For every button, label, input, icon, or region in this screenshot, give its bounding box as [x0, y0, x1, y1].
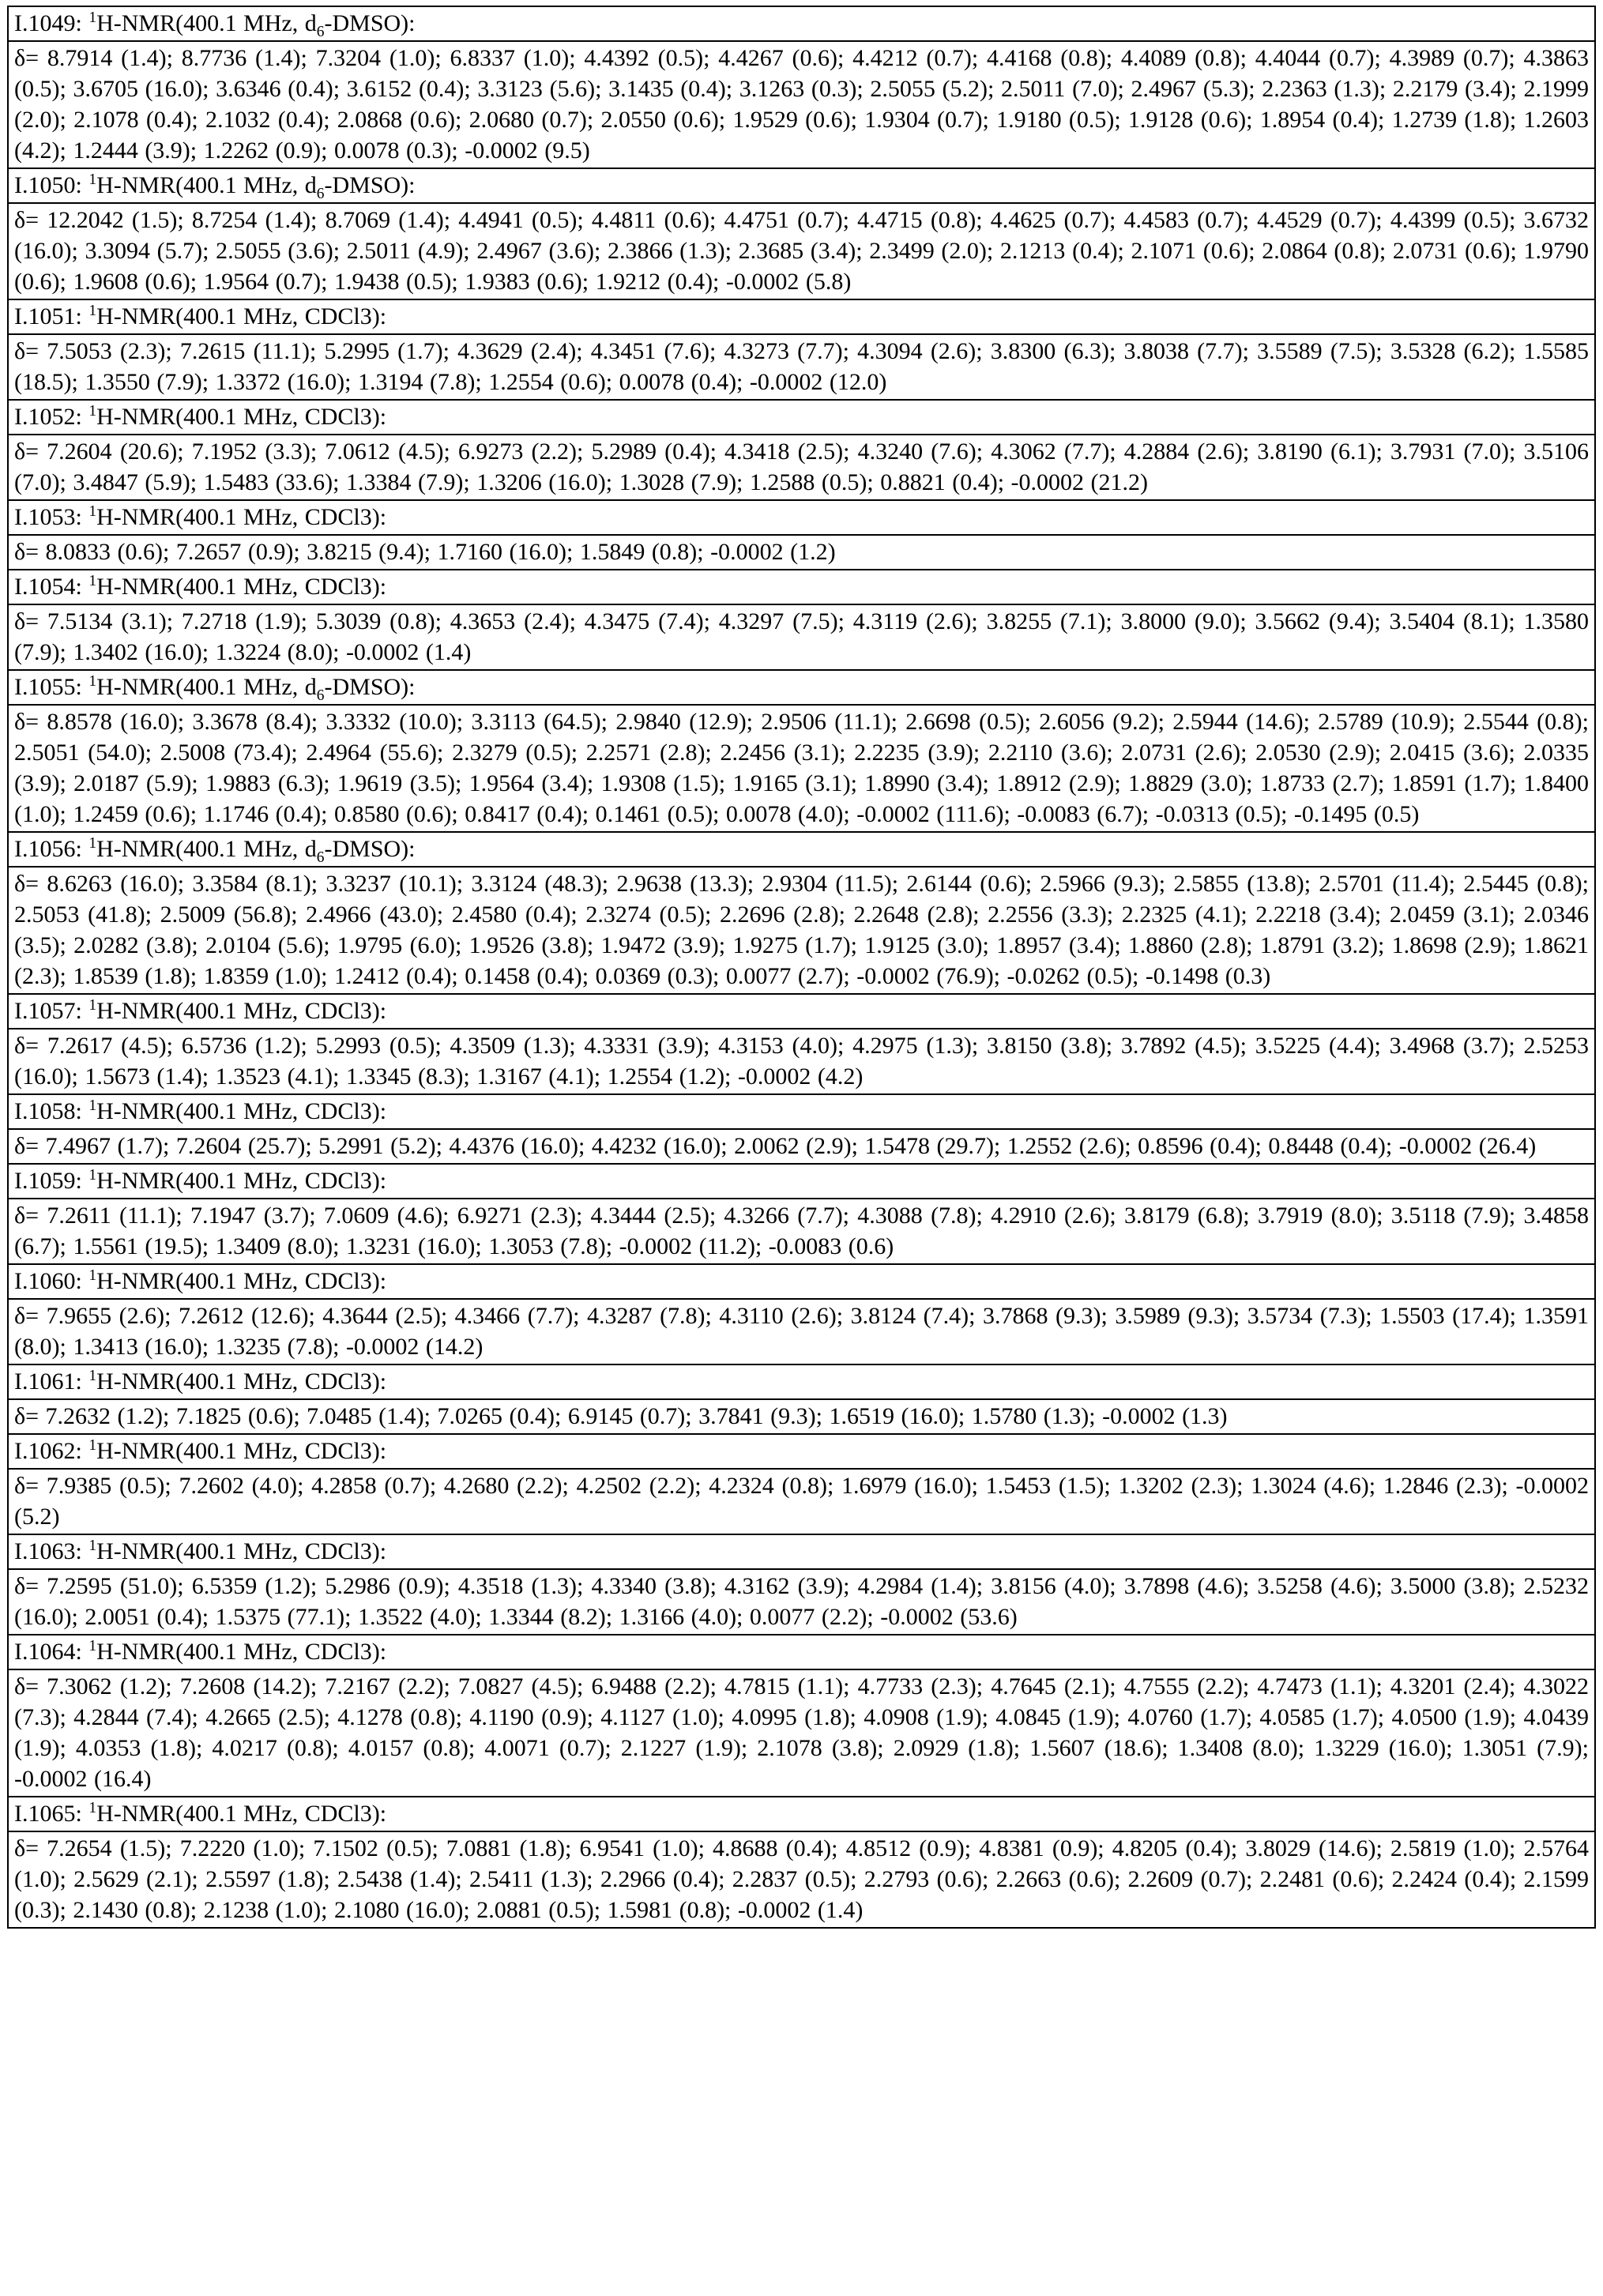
- entry-header: [8, 994, 1595, 1029]
- entry-header: [8, 400, 1595, 435]
- entry-peaks: δ= 7.9385 (0.5); 7.2602 (4.0); 4.2858 (0.7); 4.2680 (2.2); 4.2502 (2.2); 4.2324 (0.8); 1.6979 (16.0); 1.5453 (1.5); 1.3202 (2.3); 1.3024 (4.6); 1.2846 (2.3); -0.0002 (5.2): [8, 1469, 1595, 1534]
- entry-header-text: -DMSO):: [324, 10, 416, 36]
- entry-header: [8, 1364, 1595, 1399]
- entry-header: [8, 1264, 1595, 1299]
- nucleus-superscript: 1: [88, 171, 97, 188]
- entry-header-text: I.1058:: [14, 1098, 89, 1124]
- entry-peaks-row: [8, 705, 1595, 832]
- entry-header-row: [8, 1635, 1595, 1669]
- entry-header-row: [8, 1434, 1595, 1469]
- entry-peaks: δ= 7.2632 (1.2); 7.1825 (0.6); 7.0485 (1.4); 7.0265 (0.4); 6.9145 (0.7); 3.7841 (9.3); 1.6519 (16.0); 1.5780 (1.3); -0.0002 (1.3): [8, 1399, 1595, 1434]
- entry-peaks-row: [8, 604, 1595, 670]
- entry-header-text: I.1063:: [14, 1538, 89, 1564]
- entry-header-row: [8, 299, 1595, 334]
- entry-peaks: δ= 8.6263 (16.0); 3.3584 (8.1); 3.3237 (10.1); 3.3124 (48.3); 2.9638 (13.3); 2.9304 (11.5); 2.6144 (0.6); 2.5966 (9.3); 2.5855 (13.8); 2.5701 (11.4); 2.5445 (0.8); 2.5053 (41.8); 2.5009 (56.8); 2.4966 (43.0); 2.4580 (0.4); 2.3274 (0.5); 2.2696 (2.8); 2.2648 (2.8); 2.2556 (3.3); 2.2325 (4.1); 2.2218 (3.4); 2.0459 (3.1); 2.0346 (3.5); 2.0282 (3.8); 2.0104 (5.6); 1.9795 (6.0); 1.9526 (3.8); 1.9472 (3.9); 1.9275 (1.7); 1.9125 (3.0); 1.8957 (3.4); 1.8860 (2.8); 1.8791 (3.2); 1.8698 (2.9); 1.8621 (2.3); 1.8539 (1.8); 1.8359 (1.0); 1.2412 (0.4); 0.1458 (0.4); 0.0369 (0.3); 0.0077 (2.7); -0.0002 (76.9); -0.0262 (0.5); -0.1498 (0.3): [8, 867, 1595, 994]
- entry-peaks-row: [8, 1199, 1595, 1264]
- entry-peaks-row: [8, 535, 1595, 570]
- entry-header: [8, 1164, 1595, 1199]
- entry-header-text: I.1054:: [14, 574, 89, 600]
- entry-header-row: [8, 570, 1595, 604]
- entry-header-text: H-NMR(400.1 MHz, d: [96, 172, 317, 198]
- nucleus-superscript: 1: [88, 573, 97, 589]
- solvent-subscript: 6: [316, 24, 325, 40]
- entry-header-text: H-NMR(400.1 MHz, CDCl3):: [96, 1168, 387, 1194]
- entry-header-text: H-NMR(400.1 MHz, CDCl3):: [96, 1538, 387, 1564]
- nucleus-superscript: 1: [88, 1097, 97, 1114]
- entry-peaks: δ= 7.5053 (2.3); 7.2615 (11.1); 5.2995 (1.7); 4.3629 (2.4); 4.3451 (7.6); 4.3273 (7.7); 4.3094 (2.6); 3.8300 (6.3); 3.8038 (7.7); 3.5589 (7.5); 3.5328 (6.2); 1.5585 (18.5); 1.3550 (7.9); 1.3372 (16.0); 1.3194 (7.8); 1.2554 (0.6); 0.0078 (0.4); -0.0002 (12.0): [8, 334, 1595, 400]
- entry-header-row: [8, 670, 1595, 705]
- entry-header: [8, 299, 1595, 334]
- entry-header-text: H-NMR(400.1 MHz, d: [96, 10, 317, 36]
- entry-header: [8, 1434, 1595, 1469]
- entry-header-text: H-NMR(400.1 MHz, CDCl3):: [96, 504, 387, 530]
- nucleus-superscript: 1: [88, 1437, 97, 1454]
- entry-header-text: H-NMR(400.1 MHz, CDCl3):: [96, 1098, 387, 1124]
- nucleus-superscript: 1: [88, 1638, 97, 1654]
- entry-header-row: [8, 1094, 1595, 1129]
- entry-peaks: δ= 7.2595 (51.0); 6.5359 (1.2); 5.2986 (0.9); 4.3518 (1.3); 4.3340 (3.8); 4.3162 (3.9); 4.2984 (1.4); 3.8156 (4.0); 3.7898 (4.6); 3.5258 (4.6); 3.5000 (3.8); 2.5232 (16.0); 2.0051 (0.4); 1.5375 (77.1); 1.3522 (4.0); 1.3344 (8.2); 1.3166 (4.0); 0.0077 (2.2); -0.0002 (53.6): [8, 1569, 1595, 1635]
- entry-header-text: H-NMR(400.1 MHz, d: [96, 674, 317, 700]
- entry-peaks-row: [8, 1399, 1595, 1434]
- entry-peaks-row: [8, 1569, 1595, 1635]
- nucleus-superscript: 1: [88, 403, 97, 420]
- entry-peaks-row: [8, 1129, 1595, 1164]
- nucleus-superscript: 1: [88, 673, 97, 690]
- nucleus-superscript: 1: [88, 1800, 97, 1816]
- nucleus-superscript: 1: [88, 997, 97, 1014]
- entry-header-text: I.1060:: [14, 1268, 89, 1294]
- nucleus-superscript: 1: [88, 1267, 97, 1284]
- solvent-subscript: 6: [316, 849, 325, 866]
- entry-header-text: H-NMR(400.1 MHz, CDCl3):: [96, 1438, 387, 1464]
- entry-peaks: δ= 12.2042 (1.5); 8.7254 (1.4); 8.7069 (1.4); 4.4941 (0.5); 4.4811 (0.6); 4.4751 (0.7); 4.4715 (0.8); 4.4625 (0.7); 4.4583 (0.7); 4.4529 (0.7); 4.4399 (0.5); 3.6732 (16.0); 3.3094 (5.7); 2.5055 (3.6); 2.5011 (4.9); 2.4967 (3.6); 2.3866 (1.3); 2.3685 (3.4); 2.3499 (2.0); 2.1213 (0.4); 2.1071 (0.6); 2.0864 (0.8); 2.0731 (0.6); 1.9790 (0.6); 1.9608 (0.6); 1.9564 (0.7); 1.9438 (0.5); 1.9383 (0.6); 1.9212 (0.4); -0.0002 (5.8): [8, 203, 1595, 299]
- entry-peaks: δ= 7.2604 (20.6); 7.1952 (3.3); 7.0612 (4.5); 6.9273 (2.2); 5.2989 (0.4); 4.3418 (2.5); 4.3240 (7.6); 4.3062 (7.7); 4.2884 (2.6); 3.8190 (6.1); 3.7931 (7.0); 3.5106 (7.0); 3.4847 (5.9); 1.5483 (33.6); 1.3384 (7.9); 1.3206 (16.0); 1.3028 (7.9); 1.2588 (0.5); 0.8821 (0.4); -0.0002 (21.2): [8, 435, 1595, 500]
- entry-header-text: I.1050:: [14, 172, 89, 198]
- entry-header-row: [8, 1797, 1595, 1831]
- entry-header-text: H-NMR(400.1 MHz, CDCl3):: [96, 1268, 387, 1294]
- entry-peaks-row: [8, 1299, 1595, 1364]
- entry-header: [8, 500, 1595, 535]
- entry-header-text: -DMSO):: [324, 172, 416, 198]
- entry-peaks-row: [8, 435, 1595, 500]
- nucleus-superscript: 1: [88, 835, 97, 852]
- entry-header-text: H-NMR(400.1 MHz, CDCl3):: [96, 1801, 387, 1827]
- entry-peaks-row: [8, 1669, 1595, 1797]
- entry-header-text: I.1057:: [14, 998, 89, 1024]
- entry-header-row: [8, 1264, 1595, 1299]
- entry-header-text: H-NMR(400.1 MHz, CDCl3):: [96, 303, 387, 329]
- entry-header-text: -DMSO):: [324, 674, 416, 700]
- entry-header-text: I.1059:: [14, 1168, 89, 1194]
- entry-header: [8, 832, 1595, 867]
- entry-header-row: [8, 1534, 1595, 1569]
- entry-header-row: [8, 400, 1595, 435]
- entry-header-text: I.1053:: [14, 504, 89, 530]
- entry-header-text: H-NMR(400.1 MHz, CDCl3):: [96, 574, 387, 600]
- entry-peaks-row: [8, 334, 1595, 400]
- entry-header-text: I.1055:: [14, 674, 89, 700]
- entry-header-row: [8, 1364, 1595, 1399]
- entry-peaks: δ= 7.5134 (3.1); 7.2718 (1.9); 5.3039 (0.8); 4.3653 (2.4); 4.3475 (7.4); 4.3297 (7.5); 4.3119 (2.6); 3.8255 (7.1); 3.8000 (9.0); 3.5662 (9.4); 3.5404 (8.1); 1.3580 (7.9); 1.3402 (16.0); 1.3224 (8.0); -0.0002 (1.4): [8, 604, 1595, 670]
- entry-peaks: δ= 7.3062 (1.2); 7.2608 (14.2); 7.2167 (2.2); 7.0827 (4.5); 6.9488 (2.2); 4.7815 (1.1); 4.7733 (2.3); 4.7645 (2.1); 4.7555 (2.2); 4.7473 (1.1); 4.3201 (2.4); 4.3022 (7.3); 4.2844 (7.4); 4.2665 (2.5); 4.1278 (0.8); 4.1190 (0.9); 4.1127 (1.0); 4.0995 (1.8); 4.0908 (1.9); 4.0845 (1.9); 4.0760 (1.7); 4.0585 (1.7); 4.0500 (1.9); 4.0439 (1.9); 4.0353 (1.8); 4.0217 (0.8); 4.0157 (0.8); 4.0071 (0.7); 2.1227 (1.9); 2.1078 (3.8); 2.0929 (1.8); 1.5607 (18.6); 1.3408 (8.0); 1.3229 (16.0); 1.3051 (7.9); -0.0002 (16.4): [8, 1669, 1595, 1797]
- entry-peaks-row: [8, 1831, 1595, 1928]
- entry-header-text: H-NMR(400.1 MHz, CDCl3):: [96, 998, 387, 1024]
- entry-header: [8, 1094, 1595, 1129]
- entry-header-text: H-NMR(400.1 MHz, d: [96, 836, 317, 862]
- nucleus-superscript: 1: [88, 503, 97, 520]
- entry-peaks: δ= 8.0833 (0.6); 7.2657 (0.9); 3.8215 (9.4); 1.7160 (16.0); 1.5849 (0.8); -0.0002 (1.2): [8, 535, 1595, 570]
- entry-peaks: δ= 7.2611 (11.1); 7.1947 (3.7); 7.0609 (4.6); 6.9271 (2.3); 4.3444 (2.5); 4.3266 (7.7); 4.3088 (7.8); 4.2910 (2.6); 3.8179 (6.8); 3.7919 (8.0); 3.5118 (7.9); 3.4858 (6.7); 1.5561 (19.5); 1.3409 (8.0); 1.3231 (16.0); 1.3053 (7.8); -0.0002 (11.2); -0.0083 (0.6): [8, 1199, 1595, 1264]
- solvent-subscript: 6: [316, 186, 325, 202]
- entry-header-text: I.1052:: [14, 404, 89, 430]
- entry-peaks: δ= 7.9655 (2.6); 7.2612 (12.6); 4.3644 (2.5); 4.3466 (7.7); 4.3287 (7.8); 4.3110 (2.6); 3.8124 (7.4); 3.7868 (9.3); 3.5989 (9.3); 3.5734 (7.3); 1.5503 (17.4); 1.3591 (8.0); 1.3413 (16.0); 1.3235 (7.8); -0.0002 (14.2): [8, 1299, 1595, 1364]
- entry-peaks: δ= 7.2617 (4.5); 6.5736 (1.2); 5.2993 (0.5); 4.3509 (1.3); 4.3331 (3.9); 4.3153 (4.0); 4.2975 (1.3); 3.8150 (3.8); 3.7892 (4.5); 3.5225 (4.4); 3.4968 (3.7); 2.5253 (16.0); 1.5673 (1.4); 1.3523 (4.1); 1.3345 (8.3); 1.3167 (4.1); 1.2554 (1.2); -0.0002 (4.2): [8, 1029, 1595, 1094]
- entry-header-row: [8, 6, 1595, 41]
- nucleus-superscript: 1: [88, 1368, 97, 1384]
- entry-peaks-row: [8, 1029, 1595, 1094]
- entry-peaks-row: [8, 1469, 1595, 1534]
- entry-header-text: I.1065:: [14, 1801, 89, 1827]
- nucleus-superscript: 1: [88, 1538, 97, 1554]
- entry-header-text: I.1064:: [14, 1639, 89, 1665]
- nucleus-superscript: 1: [88, 1167, 97, 1184]
- nmr-data-table: [7, 6, 1596, 1929]
- entry-header: [8, 1797, 1595, 1831]
- entry-header-row: [8, 1164, 1595, 1199]
- entry-header-text: I.1049:: [14, 10, 89, 36]
- nucleus-superscript: 1: [88, 303, 97, 319]
- entry-peaks-row: [8, 41, 1595, 168]
- entry-header-row: [8, 168, 1595, 203]
- entry-header: [8, 1534, 1595, 1569]
- entry-header: [8, 570, 1595, 604]
- nmr-table-body: [8, 6, 1595, 1928]
- entry-header-row: [8, 832, 1595, 867]
- entry-header-row: [8, 500, 1595, 535]
- entry-peaks: δ= 8.8578 (16.0); 3.3678 (8.4); 3.3332 (10.0); 3.3113 (64.5); 2.9840 (12.9); 2.9506 (11.1); 2.6698 (0.5); 2.6056 (9.2); 2.5944 (14.6); 2.5789 (10.9); 2.5544 (0.8); 2.5051 (54.0); 2.5008 (73.4); 2.4964 (55.6); 2.3279 (0.5); 2.2571 (2.8); 2.2456 (3.1); 2.2235 (3.9); 2.2110 (3.6); 2.0731 (2.6); 2.0530 (2.9); 2.0415 (3.6); 2.0335 (3.9); 2.0187 (5.9); 1.9883 (6.3); 1.9619 (3.5); 1.9564 (3.4); 1.9308 (1.5); 1.9165 (3.1); 1.8990 (3.4); 1.8912 (2.9); 1.8829 (3.0); 1.8733 (2.7); 1.8591 (1.7); 1.8400 (1.0); 1.2459 (0.6); 1.1746 (0.4); 0.8580 (0.6); 0.8417 (0.4); 0.1461 (0.5); 0.0078 (4.0); -0.0002 (111.6); -0.0083 (6.7); -0.0313 (0.5); -0.1495 (0.5): [8, 705, 1595, 832]
- entry-header-text: H-NMR(400.1 MHz, CDCl3):: [96, 1639, 387, 1665]
- entry-header-text: I.1056:: [14, 836, 89, 862]
- nucleus-superscript: 1: [88, 9, 97, 26]
- entry-header-text: -DMSO):: [324, 836, 416, 862]
- entry-peaks: δ= 7.4967 (1.7); 7.2604 (25.7); 5.2991 (5.2); 4.4376 (16.0); 4.4232 (16.0); 2.0062 (2.9); 1.5478 (29.7); 1.2552 (2.6); 0.8596 (0.4); 0.8448 (0.4); -0.0002 (26.4): [8, 1129, 1595, 1164]
- entry-peaks: δ= 7.2654 (1.5); 7.2220 (1.0); 7.1502 (0.5); 7.0881 (1.8); 6.9541 (1.0); 4.8688 (0.4); 4.8512 (0.9); 4.8381 (0.9); 4.8205 (0.4); 3.8029 (14.6); 2.5819 (1.0); 2.5764 (1.0); 2.5629 (2.1); 2.5597 (1.8); 2.5438 (1.4); 2.5411 (1.3); 2.2966 (0.4); 2.2837 (0.5); 2.2793 (0.6); 2.2663 (0.6); 2.2609 (0.7); 2.2481 (0.6); 2.2424 (0.4); 2.1599 (0.3); 2.1430 (0.8); 2.1238 (1.0); 2.1080 (16.0); 2.0881 (0.5); 1.5981 (0.8); -0.0002 (1.4): [8, 1831, 1595, 1928]
- entry-header-text: H-NMR(400.1 MHz, CDCl3):: [96, 404, 387, 430]
- entry-header-row: [8, 994, 1595, 1029]
- entry-peaks-row: [8, 203, 1595, 299]
- entry-peaks: δ= 8.7914 (1.4); 8.7736 (1.4); 7.3204 (1.0); 6.8337 (1.0); 4.4392 (0.5); 4.4267 (0.6); 4.4212 (0.7); 4.4168 (0.8); 4.4089 (0.8); 4.4044 (0.7); 4.3989 (0.7); 4.3863 (0.5); 3.6705 (16.0); 3.6346 (0.4); 3.6152 (0.4); 3.3123 (5.6); 3.1435 (0.4); 3.1263 (0.3); 2.5055 (5.2); 2.5011 (7.0); 2.4967 (5.3); 2.2363 (1.3); 2.2179 (3.4); 2.1999 (2.0); 2.1078 (0.4); 2.1032 (0.4); 2.0868 (0.6); 2.0680 (0.7); 2.0550 (0.6); 1.9529 (0.6); 1.9304 (0.7); 1.9180 (0.5); 1.9128 (0.6); 1.8954 (0.4); 1.2739 (1.8); 1.2603 (4.2); 1.2444 (3.9); 1.2262 (0.9); 0.0078 (0.3); -0.0002 (9.5): [8, 41, 1595, 168]
- entry-header: [8, 168, 1595, 203]
- entry-header: [8, 6, 1595, 41]
- entry-header: [8, 1635, 1595, 1669]
- entry-header: [8, 670, 1595, 705]
- entry-header-text: I.1051:: [14, 303, 89, 329]
- entry-peaks-row: [8, 867, 1595, 994]
- entry-header-text: H-NMR(400.1 MHz, CDCl3):: [96, 1368, 387, 1395]
- entry-header-text: I.1061:: [14, 1368, 89, 1395]
- entry-header-text: I.1062:: [14, 1438, 89, 1464]
- solvent-subscript: 6: [316, 687, 325, 704]
